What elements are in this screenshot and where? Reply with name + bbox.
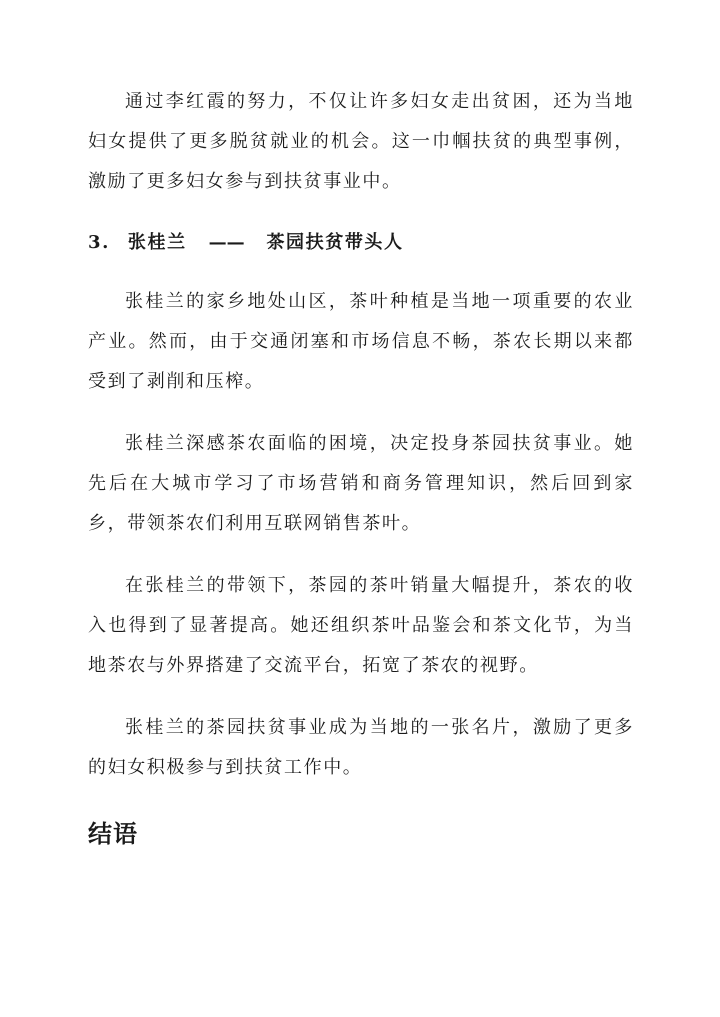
section-number: 3.	[88, 232, 110, 253]
section-dash: ——	[208, 232, 245, 253]
section-person-name: 张桂兰	[127, 232, 187, 253]
body-paragraph: 张桂兰的茶园扶贫事业成为当地的一张名片，激励了更多的妇女积极参与到扶贫工作中。	[88, 717, 634, 778]
intro-paragraph: 通过李红霞的努力，不仅让许多妇女走出贫困，还为当地妇女提供了更多脱贫就业的机会。这一巾帼扶贫的典型事例，激励了更多妇女参与到扶贫事业中。	[88, 91, 634, 192]
section-subtitle: 茶园扶贫带头人	[266, 232, 404, 253]
conclusion-heading: 结语	[88, 819, 138, 848]
section-heading-3	[88, 226, 404, 260]
body-paragraph: 在张桂兰的带领下，茶园的茶叶销量大幅提升，茶农的收入也得到了显著提高。她还组织茶叶品鉴会和茶文化节，为当地茶农与外界搭建了交流平台，拓宽了茶农的视野。	[88, 575, 634, 676]
body-paragraph: 张桂兰深感茶农面临的困境，决定投身茶园扶贫事业。她先后在大城市学习了市场营销和商务管理知识，然后回到家乡，带领茶农们利用互联网销售茶叶。	[88, 433, 634, 534]
body-paragraph: 张桂兰的家乡地处山区，茶叶种植是当地一项重要的农业产业。然而，由于交通闭塞和市场信息不畅，茶农长期以来都受到了剥削和压榨。	[88, 291, 634, 392]
